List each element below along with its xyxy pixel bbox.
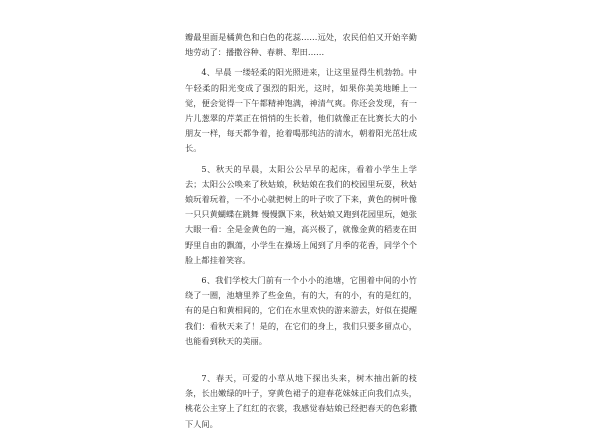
document-body <box>185 30 417 432</box>
paragraph-7: 7、春天，可爱的小草从地下探出头来，树木抽出新的枝条，长出嫩绿的叶子，穿黄色裙子的迎春花妹妹正向我们点头，桃花公主穿上了红红的衣裳，我感觉春姑娘已经把春天的色彩撒下人间。 <box>185 373 417 429</box>
paragraph-6: 6、我们学校大门前有一个小小的池塘，它围着中间的小竹绕了一圈，池塘里养了些金鱼，有的大，有的小，有的是红的，有的是白和黄相间的，它们在水里欢快的游来游去，好似在提醒我们：看秋天来了！是的，在它们的身上，我们只要多留点心，也能看到秋天的美丽。 <box>185 275 417 346</box>
paragraph-3-continuation: 瓣最里面是橘黄色和白色的花蕊……远处，农民伯伯又开始辛勤地劳动了：播撒谷种、春耕、犁田…… <box>185 32 417 58</box>
paragraph-5: 5、秋天的早晨，太阳公公早早的起床，看着小学生上学去；太阳公公唤来了秋姑娘，秋姑娘在我们的校园里玩耍，秋姑娘玩着玩着，一不小心就把树上的叶子吹了下来，黄色的树叶像一只只黄蝴蝶在跳舞 慢慢飘下来，秋姑娘又跑到花园里玩，她张大眼一看：全是金黄色的一遍，高兴极了，就像金黄的稻麦在田野里自由的飘蕩，小学生在操场上闻到了月季的花香，同学个个脸上都挂着笑容。 <box>185 163 417 265</box>
paragraph-4: 4、早晨 一缕轻柔的阳光照进来，让这里显得生机勃勃。中午轻柔的阳光变成了强烈的阳光，这时，如果你美美地睡上一觉，便会觉得一下午都精神饱满，神清气爽。你还会发现，有一片儿葱翠的芹菜正在悄悄的生长着，他们就像正在比赛长大的小朋友一样，每天都争着，抢着喝那纯洁的清水，朝着阳光茁壮成长。 <box>185 67 417 154</box>
